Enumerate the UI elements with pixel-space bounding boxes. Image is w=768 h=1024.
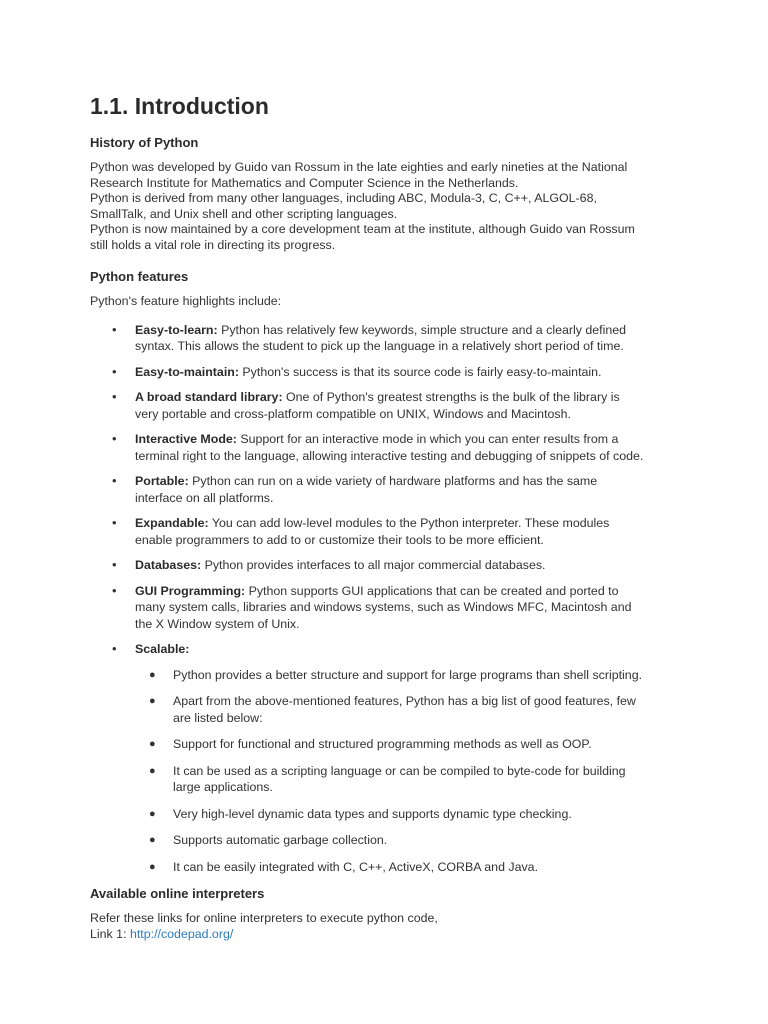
feature-item — [90, 389, 690, 422]
feature-text: One of Python's greatest strengths is the bulk of the library is — [282, 390, 620, 404]
sub-item-text-line: large applications. — [173, 780, 273, 794]
bullet-icon: ● — [149, 807, 156, 820]
feature-text: Python has relatively few keywords, simple structure and a clearly defined — [217, 322, 627, 337]
feature-label: GUI Programming: — [135, 583, 246, 598]
bullet-icon: • — [112, 473, 117, 488]
link-line — [90, 927, 690, 943]
sub-item — [90, 667, 690, 684]
feature-text-line: terminal right to the language, allowing interactive testing and debugging of snippets of code. — [135, 448, 644, 463]
sub-item-text: Apart from the above-mentioned features, Python has a big list of good features, few — [173, 694, 636, 708]
sub-item-text: It can be easily integrated with C, C++, ActiveX, CORBA and Java. — [173, 859, 539, 874]
scalable-sublist — [90, 667, 690, 876]
feature-text-line: many system calls, libraries and windows systems, such as Windows MFC, Macintosh and — [135, 600, 632, 614]
codepad-link[interactable]: http://codepad.org/ — [129, 926, 234, 941]
history-line: Research Institute for Mathematics and Computer Science in the Netherlands. — [90, 175, 519, 190]
link-prefix: Link 1: — [90, 926, 130, 941]
feature-label: Easy-to-learn: — [135, 322, 218, 337]
feature-item-scalable — [90, 641, 690, 875]
feature-label: A broad standard library: — [135, 390, 283, 404]
sub-item-text: Supports automatic garbage collection. — [173, 833, 388, 847]
bullet-icon: ● — [149, 668, 156, 681]
bullet-icon: ● — [149, 860, 156, 873]
bullet-icon: • — [112, 389, 117, 404]
sub-item — [90, 693, 690, 726]
sub-item-text-line: are listed below: — [173, 710, 263, 725]
bullet-icon: ● — [149, 738, 156, 750]
bullet-icon: • — [112, 363, 117, 379]
feature-item — [90, 322, 690, 355]
feature-text: You can add low-level modules to the Python interpreter. These modules — [208, 516, 610, 530]
bullet-icon: • — [112, 582, 117, 598]
history-line: Python is derived from many other languages, including ABC, Modula-3, C, C++, ALGOL-68, — [90, 191, 597, 205]
feature-item — [90, 473, 690, 506]
feature-text: Python's success is that its source code is fairly easy-to-maintain. — [238, 364, 602, 379]
feature-text: Support for an interactive mode in which you can enter results from a — [236, 432, 619, 446]
bullet-icon: • — [112, 431, 117, 446]
bullet-icon: ● — [149, 764, 156, 777]
feature-label: Expandable: — [135, 516, 209, 530]
bullet-icon: • — [112, 641, 117, 656]
feature-label: Portable: — [135, 474, 189, 488]
feature-item — [90, 431, 690, 464]
bullet-icon: • — [112, 557, 117, 572]
sub-item-text: Support for functional and structured programming methods as well as OOP. — [173, 737, 592, 751]
feature-text-line: interface on all platforms. — [135, 490, 274, 505]
feature-label: Databases: — [135, 558, 202, 572]
feature-item — [90, 364, 690, 381]
feature-text: Python can run on a wide variety of hardware platforms and has the same — [188, 474, 598, 488]
features-intro: Python's feature highlights include: — [90, 294, 282, 308]
bullet-icon: ● — [149, 695, 156, 707]
feature-text: Python supports GUI applications that can be created and ported to — [245, 583, 619, 598]
history-line: SmallTalk, and Unix shell and other scripting languages. — [90, 206, 398, 221]
sub-item — [90, 763, 690, 796]
document-page — [90, 90, 690, 951]
history-line: Python is now maintained by a core development team at the institute, although Guido van Rossum — [90, 222, 635, 236]
history-heading: History of Python — [90, 135, 199, 150]
features-list — [90, 322, 690, 876]
bullet-icon: • — [112, 321, 117, 337]
sub-item-text: Python provides a better structure and support for large programs than shell scripting. — [173, 667, 643, 682]
interpreters-line: Refer these links for online interpreters to execute python code, — [90, 911, 438, 925]
history-line: Python was developed by Guido van Rossum in the late eighties and early nineties at the National — [90, 160, 628, 174]
page-title: 1.1. Introduction — [90, 93, 269, 119]
bullet-icon: • — [112, 515, 117, 530]
feature-text-line: syntax. This allows the student to pick up the language in a relatively short period of time. — [135, 339, 624, 353]
features-heading: Python features — [90, 269, 189, 284]
feature-item — [90, 557, 690, 574]
feature-text-line: very portable and cross-platform compatible on UNIX, Windows and Macintosh. — [135, 406, 571, 421]
sub-item — [90, 859, 690, 876]
sub-item — [90, 806, 690, 823]
sub-item-text: Very high-level dynamic data types and supports dynamic type checking. — [173, 806, 572, 821]
history-paragraph — [90, 160, 690, 253]
feature-text-line: the X Window system of Unix. — [135, 616, 300, 631]
sub-item — [90, 736, 690, 753]
feature-label: Easy-to-maintain: — [135, 364, 239, 379]
feature-text: Python provides interfaces to all major commercial databases. — [201, 558, 546, 572]
bullet-icon: ● — [149, 834, 156, 846]
feature-text-line: enable programmers to add to or customize their tools to be more efficient. — [135, 532, 544, 547]
interpreters-paragraph — [90, 911, 690, 942]
sub-item-text: It can be used as a scripting language or can be compiled to byte-code for building — [173, 763, 626, 778]
interpreters-heading: Available online interpreters — [90, 886, 265, 901]
sub-item — [90, 832, 690, 849]
feature-item — [90, 583, 690, 633]
feature-label: Scalable: — [135, 642, 190, 656]
feature-label: Interactive Mode: — [135, 432, 237, 446]
feature-item — [90, 515, 690, 548]
history-line: still holds a vital role in directing its progress. — [90, 237, 336, 252]
